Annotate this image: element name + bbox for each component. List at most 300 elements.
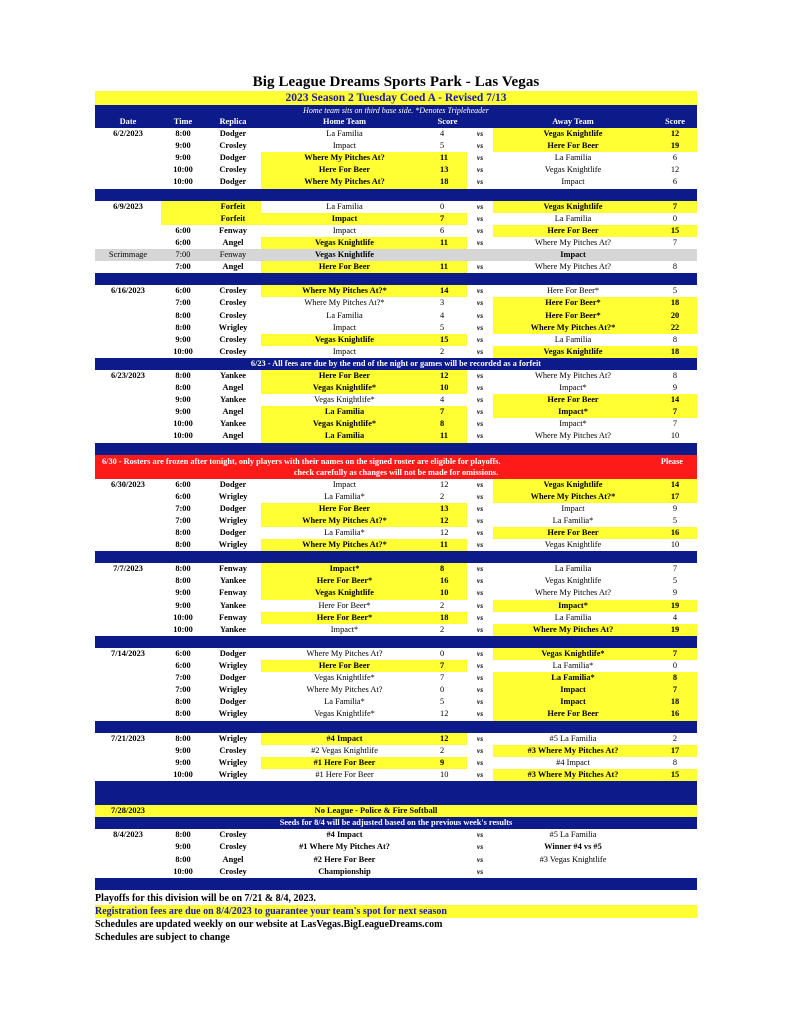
game-date [95,503,161,515]
game-time: 6:00 [175,286,191,296]
game-row [95,430,697,442]
vs-label: vs [476,600,484,610]
game-date: 6/30/2023 [111,479,145,489]
home-team: Impact [332,479,357,489]
away-score: 5 [672,286,678,296]
field-replica: Dodger [219,528,247,537]
game-date: 6/23/2023 [111,370,145,380]
home-team: Here For Beer [261,370,428,382]
game-time: 8:00 [175,310,191,320]
vs-label: vs [476,769,484,779]
playoff-row [95,841,697,853]
field-replica: Dodger [219,697,247,707]
away-team: Impact [561,503,585,513]
game-date [95,406,161,418]
away-team: Vegas Knightlife* [493,648,653,660]
vs-label: vs [476,177,484,187]
game-time: 9:00 [175,395,191,405]
field-replica: Crosley [219,745,247,755]
game-date: 8/4/2023 [113,830,143,840]
schedule-body [95,128,697,878]
game-date [95,176,161,188]
vs-label: vs [476,479,484,489]
vs-label: vs [476,564,484,574]
away-score: 8 [672,757,678,767]
home-team: Vegas Knightlife [261,334,428,346]
home-team: Here For Beer [261,261,428,273]
field-replica: Yankee [219,600,247,610]
game-row [95,757,697,769]
game-date: 7/14/2023 [111,648,145,658]
game-date [95,152,161,164]
game-date [95,491,161,503]
away-score: 17 [653,491,697,503]
vs-label: vs [476,419,484,429]
home-team: Where My Pitches At?* [261,285,428,297]
game-date [95,261,161,273]
game-row [95,164,697,176]
vs-label: vs [476,661,484,671]
field-replica: Wrigley [218,685,248,695]
home-team: Vegas Knightlife* [261,418,428,430]
field-replica: Fenway [219,588,247,598]
home-score: 7 [428,406,467,418]
away-score: 6 [672,177,678,187]
vs-label: vs [476,237,484,247]
home-score: 7 [428,660,467,672]
game-time: 8:00 [175,370,191,380]
game-row [95,563,697,575]
vs-label: vs [476,322,484,332]
away-team: Where My Pitches At? [534,588,612,598]
away-score: 18 [653,297,697,309]
game-date [95,600,161,612]
game-time: 10:00 [173,431,193,441]
home-score [428,841,467,853]
field-replica: Fenway [219,225,247,235]
header-time: Time [173,117,193,126]
vs-label: vs [476,745,484,755]
away-team: La Familia [554,564,592,574]
away-team: #3 Vegas Knightlife [539,854,607,864]
home-team: #1 Here For Beer [261,757,428,769]
game-date [95,854,161,866]
home-score [428,866,467,878]
game-date [95,612,161,624]
game-time: 7:00 [175,673,191,683]
home-score: 2 [440,491,445,501]
away-score [653,866,697,878]
away-score [653,854,697,866]
game-date [95,382,161,394]
game-time: 9:00 [175,141,191,151]
vs-label: vs [476,733,484,743]
game-row [95,527,697,539]
game-row [95,310,697,322]
game-time: 10:00 [173,177,193,187]
away-score: 10 [670,431,680,441]
field-replica: Yankee [219,419,247,429]
away-team: Vegas Knightlife [544,576,602,586]
home-team: Here For Beer* [261,612,428,624]
away-score: 18 [653,696,697,708]
home-team: Vegas Knightlife* [314,395,375,405]
game-time: 10:00 [173,769,193,779]
away-team: La Familia* [552,661,594,671]
vs-label: vs [476,842,484,852]
game-date [95,213,161,225]
away-team: La Familia [554,612,592,622]
game-row [95,624,697,636]
home-score: 2 [440,745,445,755]
game-row [95,261,697,273]
away-score: 18 [653,346,697,358]
field-replica: Wrigley [218,757,248,767]
game-row [95,418,697,430]
away-team: Vegas Knightlife [493,201,653,213]
away-team: Impact [493,684,653,696]
game-time: 8:00 [175,733,191,743]
vs-label: vs [476,648,484,658]
home-team: Where My Pitches At? [261,152,428,164]
game-time [161,213,205,225]
home-team: La Familia* [324,528,365,537]
away-team: Vegas Knightlife [493,346,653,358]
game-row [95,334,697,346]
game-date [95,624,161,636]
playoff-row [95,854,697,866]
away-score: 0 [672,661,678,671]
field-replica: Dodger [219,673,247,683]
field-replica: Wrigley [218,322,248,332]
field-replica: Fenway [205,249,261,261]
game-row [95,140,697,152]
game-time: 9:00 [175,407,191,417]
away-team: Where My Pitches At? [534,370,612,380]
vs-label: vs [476,383,484,393]
header-vs [467,116,493,128]
home-team: La Familia [326,310,363,320]
vs-label: vs [476,262,484,272]
game-time: 7:00 [175,503,191,513]
home-score: 10 [428,382,467,394]
game-time: 10:00 [173,419,193,429]
home-score: 12 [440,528,449,537]
game-row [95,708,697,720]
home-team: Where My Pitches At? [306,685,383,695]
game-time: 6:00 [175,237,191,247]
game-date [95,587,161,599]
field-replica: Wrigley [218,661,248,671]
game-date [95,164,161,176]
away-team: #3 Where My Pitches At? [493,769,653,781]
home-score: 16 [428,575,467,587]
game-time: 6:00 [175,648,191,658]
game-row [95,672,697,684]
field-replica: Crosley [219,866,247,876]
vs-label: vs [476,395,484,405]
home-team: Vegas Knightlife* [314,673,375,683]
home-team: Here For Beer* [318,600,371,610]
home-score [428,829,467,841]
vs-label: vs [476,757,484,767]
home-team: Here For Beer* [261,575,428,587]
away-score: 12 [653,128,697,140]
home-score: 9 [428,757,467,769]
game-date [95,322,161,334]
game-row [95,297,697,309]
game-time: 8:00 [175,564,191,574]
vs-label: vs [476,370,484,380]
away-score: 7 [653,648,697,660]
field-replica: Yankee [219,370,247,380]
vs-label: vs [476,854,484,864]
vs-label: vs [476,540,484,550]
game-time: 7:00 [175,298,191,308]
away-score: 15 [653,769,697,781]
home-score: 12 [428,733,467,745]
home-team: Impact* [330,624,359,634]
divider-bar [95,273,697,285]
divider-bar [95,551,697,563]
divider-bar [95,878,697,890]
home-team: Vegas Knightlife [261,237,428,249]
no-league-text: No League - Police & Fire Softball [314,806,438,816]
vs-label: vs [476,830,484,840]
game-row [95,491,697,503]
game-date [95,394,161,406]
game-time [161,201,205,213]
game-row [95,237,697,249]
home-score: 6 [440,225,445,235]
game-date [95,672,161,684]
away-team: Vegas Knightlife [493,479,653,491]
away-team: Here For Beer [493,527,653,539]
header-away-team: Away Team [552,117,594,126]
home-team: La Familia* [324,491,365,501]
away-team: Here For Beer [493,708,653,720]
vs-label: vs [476,503,484,513]
away-team: La Familia* [493,672,653,684]
website-note: Schedules are updated weekly on our website at LasVegas.BigLeagueDreams.com [95,918,443,930]
away-team: Where My Pitches At? [534,237,612,247]
home-team: Where My Pitches At? [306,648,383,658]
game-date [95,660,161,672]
roster-freeze-notice [95,455,697,479]
away-score: 19 [653,624,697,636]
home-score: 11 [428,237,467,249]
away-team: Vegas Knightlife [544,540,602,550]
home-team: Impact [332,141,357,151]
away-team: Here For Beer [493,394,653,406]
home-score: 10 [428,587,467,599]
game-time: 8:00 [175,129,191,139]
home-score: 18 [428,612,467,624]
away-team: Impact* [559,419,587,429]
game-row [95,406,697,418]
divider-bar [95,443,697,455]
vs-label: vs [476,612,484,622]
vs-label: vs [476,685,484,695]
game-row [95,479,697,491]
field-replica: Angel [222,262,244,272]
home-team: Vegas Knightlife* [314,709,375,719]
away-score: 14 [653,394,697,406]
home-score: 4 [440,129,445,139]
field-replica: Crosley [219,141,247,151]
away-team: La Familia [554,213,592,223]
game-time: 7:00 [161,249,205,261]
home-score: 7 [440,673,445,683]
away-score: 6 [672,153,678,163]
roster-notice-please: Please [660,456,683,466]
no-league-row [95,805,697,817]
game-row [95,587,697,599]
vs-label: vs [476,673,484,683]
vs-label: vs [476,298,484,308]
home-score: 2 [440,600,445,610]
away-score: 8 [672,334,678,344]
game-date [95,757,161,769]
game-date: Scrimmage [95,249,161,261]
away-team: Winner #4 vs #5 [544,842,602,852]
home-team: Vegas Knightlife [261,249,428,261]
away-team: La Familia [554,153,592,163]
game-date: 7/7/2023 [113,564,143,574]
vs-label: vs [476,346,484,356]
home-team: #4 Impact [326,830,363,840]
away-team: Impact [493,249,653,261]
away-score: 19 [653,140,697,152]
game-date [95,225,161,237]
game-row [95,322,697,334]
header-away-score: Score [665,117,685,126]
playoffs-note: Playoffs for this division will be on 7/21 & 8/4, 2023. [95,892,316,904]
home-team: #2 Here For Beer [313,854,376,864]
away-score: 16 [653,708,697,720]
game-date [95,430,161,442]
header-home-score: Score [437,117,458,126]
away-team: #5 La Familia [549,733,597,743]
game-date [95,539,161,551]
away-team: Where My Pitches At? [534,431,612,441]
vs-label: vs [476,431,484,441]
away-score: 20 [653,310,697,322]
divider-bar [95,189,697,201]
game-date [95,237,161,249]
away-score: 9 [672,588,678,598]
home-score: 18 [428,176,467,188]
home-team: Impact* [261,563,428,575]
field-replica: Angel [222,383,244,393]
game-time: 7:00 [175,515,191,525]
game-date [95,866,161,878]
vs-label: vs [476,286,484,296]
home-score [428,854,467,866]
home-team: Here For Beer [261,503,428,515]
home-score: 10 [440,769,449,779]
field-replica: Angel [222,407,244,417]
away-score [653,841,697,853]
field-replica: Yankee [219,395,247,405]
home-score: 5 [440,697,445,707]
home-score: 11 [428,152,467,164]
game-row [95,152,697,164]
home-score: 12 [440,479,449,489]
game-time: 8:00 [175,830,191,840]
vs-label: vs [476,576,484,586]
roster-notice-line2: check carefully as changes will not be made for omissions. [293,467,499,477]
away-score: 7 [672,419,678,429]
vs-label: vs [476,141,484,151]
game-row [95,648,697,660]
game-row [95,382,697,394]
vs-label: vs [476,165,484,175]
away-score: 22 [653,322,697,334]
home-team: #4 Impact [261,733,428,745]
field-replica: Wrigley [218,540,248,550]
header-date: Date [119,117,137,126]
away-score: 5 [672,515,678,525]
table-header [95,116,697,128]
game-row [95,370,697,382]
away-score: 8 [672,262,678,272]
away-score: 4 [672,612,678,622]
field-replica: Dodger [219,648,247,658]
away-score: 7 [672,237,678,247]
game-time: 6:00 [175,661,191,671]
game-time: 10:00 [173,624,193,634]
game-row [95,733,697,745]
away-score: 7 [653,684,697,696]
game-date [95,769,161,781]
field-replica: Crosley [219,334,247,344]
game-date [95,684,161,696]
game-row [95,503,697,515]
away-team: Impact [561,177,585,187]
field-replica: Dodger [219,129,247,139]
game-time: 9:00 [175,334,191,344]
home-score: 4 [440,395,445,405]
away-score [653,829,697,841]
home-team: Impact [332,225,357,235]
field-replica: Crosley [219,298,247,308]
home-score: 5 [440,141,445,151]
home-team: Impact [332,322,357,332]
game-time: 9:00 [175,757,191,767]
field-replica: Dodger [219,177,247,187]
vs-label: vs [476,310,484,320]
field-replica: Crosley [219,310,247,320]
home-score: 3 [440,298,445,308]
field-replica: Fenway [219,564,247,574]
game-time: 8:00 [175,709,191,719]
away-team: Vegas Knightlife [544,165,602,175]
away-score: 15 [653,225,697,237]
field-replica: Crosley [219,165,247,175]
away-team: Impact* [493,406,653,418]
home-team: Where My Pitches At?* [261,515,428,527]
home-score: 13 [428,503,467,515]
registration-note: Registration fees are due on 8/4/2023 to guarantee your team's spot for next season [95,905,697,918]
game-row [95,612,697,624]
away-team: Where My Pitches At? [493,624,653,636]
playoff-row [95,866,697,878]
home-team: La Familia [261,406,428,418]
game-row [95,600,697,612]
game-date [95,575,161,587]
field-replica: Crosley [219,286,247,296]
